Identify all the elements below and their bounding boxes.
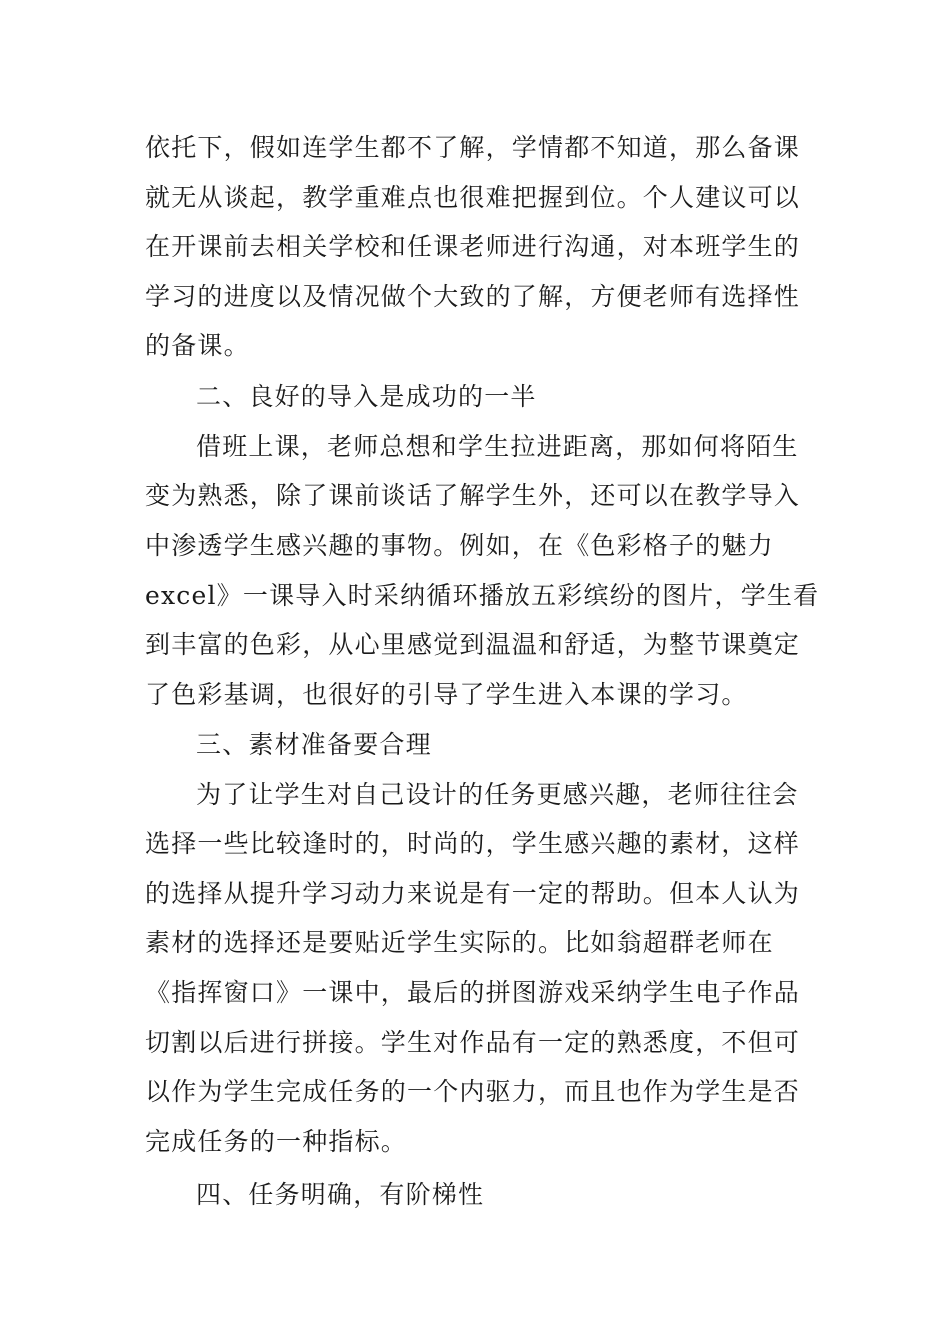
paragraph-line: 为了让学生对自己设计的任务更感兴趣，老师往往会	[196, 780, 799, 809]
paragraph-line: 的选择从提升学习动力来说是有一定的帮助。但本人认为	[145, 879, 801, 908]
paragraph-line: 选择一些比较逢时的，时尚的，学生感兴趣的素材，这样	[145, 829, 801, 858]
paragraph-line: 变为熟悉，除了课前谈话了解学生外，还可以在教学导入	[145, 481, 801, 510]
paragraph-line: 切割以后进行拼接。学生对作品有一定的熟悉度，不但可	[145, 1028, 801, 1057]
paragraph-line: 就无从谈起，教学重难点也很难把握到位。个人建议可以	[145, 183, 801, 212]
paragraph-line: 《指挥窗口》一课中，最后的拼图游戏采纳学生电子作品	[145, 978, 801, 1007]
paragraph-line: 素材的选择还是要贴近学生实际的。比如翁超群老师在	[145, 928, 774, 957]
paragraph-line: 了色彩基调，也很好的引导了学生进入本课的学习。	[145, 680, 748, 709]
paragraph-line: 依托下，假如连学生都不了解，学情都不知道，那么备课	[145, 133, 801, 162]
paragraph-line: 学习的进度以及情况做个大致的了解，方便老师有选择性	[145, 282, 801, 311]
section-heading: 二、良好的导入是成功的一半	[196, 382, 537, 411]
paragraph-line: 的备课。	[145, 331, 250, 360]
paragraph-line: 完成任务的一种指标。	[145, 1127, 408, 1156]
paragraph-line: excel》一课导入时采纳循环播放五彩缤纷的图片，学生看	[145, 581, 820, 610]
paragraph-line: 在开课前去相关学校和任课老师进行沟通，对本班学生的	[145, 232, 801, 261]
section-heading: 三、素材准备要合理	[196, 730, 432, 759]
section-heading: 四、任务明确，有阶梯性	[196, 1180, 485, 1209]
paragraph-line: 以作为学生完成任务的一个内驱力，而且也作为学生是否	[145, 1077, 801, 1106]
paragraph-line: 借班上课，老师总想和学生拉进距离，那如何将陌生	[196, 432, 799, 461]
paragraph-line: 到丰富的色彩，从心里感觉到温温和舒适，为整节课奠定	[145, 630, 801, 659]
paragraph-line: 中渗透学生感兴趣的事物。例如，在《色彩格子的魅力	[145, 531, 774, 560]
